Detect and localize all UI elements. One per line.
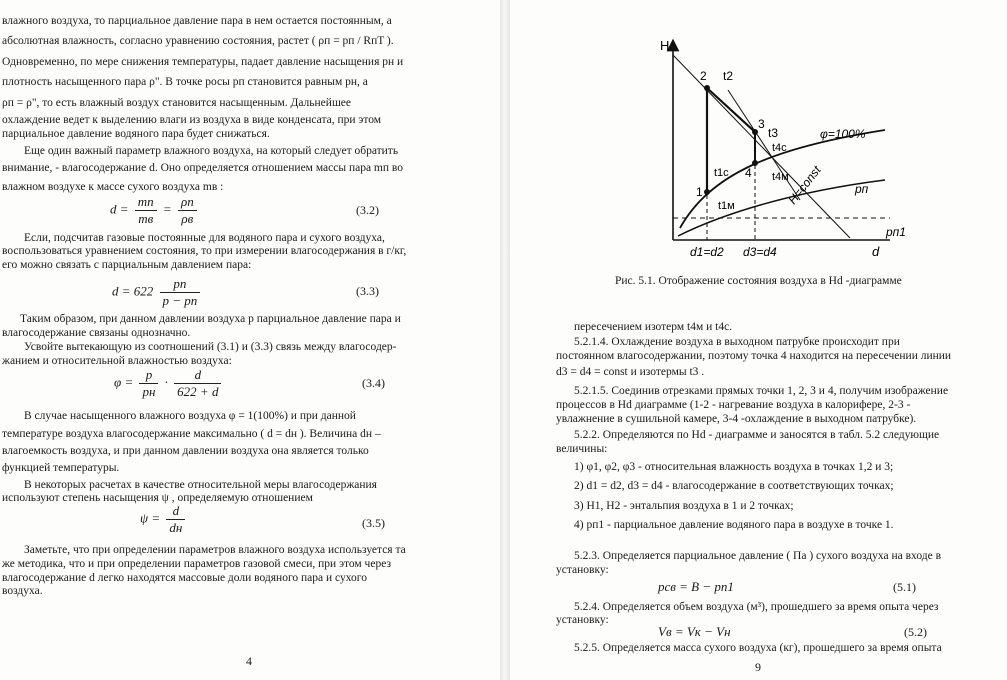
right-page bbox=[510, 0, 1007, 680]
text-line: воспользоваться уравнением состояния, то при измерении влагосодержания в г/кг, bbox=[2, 245, 407, 257]
equation-5-2: Vв = Vк − Vн bbox=[658, 624, 731, 639]
text-line: влагосодержание d легко находятся массовые доли водяного пара и сухого bbox=[2, 572, 367, 584]
book-gutter bbox=[500, 0, 510, 680]
eq-den: mв bbox=[138, 211, 154, 226]
text-line: 5.2.2. Определяются по Hd - диаграмме и заносятся в табл. 5.2 следующие bbox=[574, 429, 940, 441]
text-line: установку: bbox=[556, 564, 609, 576]
text-line: Таким образом, при данном давлении воздуха p парциальное давление пара и bbox=[20, 313, 401, 325]
text-line: установку: bbox=[556, 614, 609, 626]
text-line: парциальное давление водяного пара будет снижаться. bbox=[2, 128, 270, 140]
text-line: Одновременно, по мере снижения температуры, падает давление насыщения pн и bbox=[2, 56, 404, 68]
text-line: внимание, - влагосодержание d. Оно определяется отношением массы пара mп во bbox=[2, 162, 404, 174]
label-t3: t3 bbox=[768, 126, 779, 140]
list-item: 2) d1 = d2, d3 = d4 - влагосодержание в соответствующих точках; bbox=[574, 480, 894, 492]
isenthalpic-line bbox=[728, 90, 800, 200]
text-line: d3 = d4 = const и изотермы t3 . bbox=[556, 366, 705, 378]
text-line: влагосодержание связаны однозначно. bbox=[2, 327, 191, 339]
text-line: Заметьте, что при определении параметров влажного воздуха используется та bbox=[24, 544, 406, 556]
text-line: плотность насыщенного пара ρ". В точке росы pп становится равным pн, а bbox=[2, 76, 368, 88]
equation-number: (5.1) bbox=[893, 580, 916, 594]
label-d1-d2: d1=d2 bbox=[690, 245, 724, 259]
left-page bbox=[0, 0, 500, 680]
label-t2: t2 bbox=[723, 69, 734, 83]
equation-number: (3.2) bbox=[356, 203, 379, 217]
d-axis-label: d bbox=[872, 244, 880, 259]
page-number: 4 bbox=[246, 654, 252, 668]
point-label: 1 bbox=[696, 185, 703, 199]
point-label: 3 bbox=[758, 117, 765, 131]
point-label: 2 bbox=[700, 69, 707, 83]
point-1 bbox=[704, 189, 710, 195]
text-line: используют степень насыщения ψ , определяемую отношением bbox=[2, 492, 313, 504]
text-line: 5.2.5. Определяется масса сухого воздуха (кг), прошедшего за время опыта bbox=[574, 642, 942, 654]
label-t4m: t4м bbox=[772, 171, 789, 183]
text-line: температуре воздуха влагосодержание максимально ( d = dн ). Величина dн – bbox=[2, 428, 381, 440]
text-line: постоянном влагосодержании, поэтому точка 4 находится на пересечении линии bbox=[556, 350, 952, 362]
equation-3-4 bbox=[114, 367, 224, 400]
list-item: 4) pп1 - парциальное давление водяного пара в воздухе в точке 1. bbox=[574, 519, 894, 531]
text-line: В случае насыщенного влажного воздуха φ = 1(100%) и при данной bbox=[24, 410, 356, 422]
label-d3-d4: d3=d4 bbox=[743, 245, 777, 259]
eq-num: d bbox=[174, 367, 221, 384]
eq-num: pп bbox=[160, 276, 201, 293]
label-t1c: t1c bbox=[714, 167, 729, 179]
eq-lhs: d = 622 bbox=[112, 283, 154, 299]
text-line: процессов в Hd диаграмме (1-2 - нагревание воздуха в калорифере, 2-3 - bbox=[556, 399, 911, 411]
text-line: Еще один важный параметр влажного воздуха, на который следует обратить bbox=[24, 145, 399, 157]
page-number: 9 bbox=[755, 660, 761, 674]
eq-num: p bbox=[139, 367, 158, 384]
text-line: воздуха. bbox=[2, 585, 43, 597]
label-pn: pп bbox=[855, 182, 869, 196]
text-line: охлаждение ведет к выделению влаги из воздуха в виде конденсата, при этом bbox=[2, 114, 382, 126]
eq-lhs: φ = bbox=[114, 374, 134, 390]
equation-number: (3.3) bbox=[356, 284, 379, 298]
text-line: абсолютная влажность, согласно уравнению состояния, растет ( ρп = pп / RпT ). bbox=[2, 35, 394, 47]
equation-5-1: pсв = B − pп1 bbox=[658, 579, 734, 594]
label-phi: φ=100% bbox=[820, 127, 866, 141]
point-label: 4 bbox=[745, 166, 752, 180]
label-t4c: t4c bbox=[772, 142, 787, 154]
eq-den: p − pп bbox=[162, 293, 198, 308]
label-pn1: pп1 bbox=[886, 225, 906, 239]
list-item: 1) φ1, φ2, φ3 - относительная влажность воздуха в точках 1,2 и 3; bbox=[574, 461, 894, 473]
equation-number: (3.4) bbox=[362, 376, 385, 390]
text-line: влажного воздуха, то парциальное давление пара в нем остается постоянным, а bbox=[2, 15, 392, 27]
point-4 bbox=[752, 160, 758, 166]
text-line: его можно связать с парциальным давлением пара: bbox=[2, 259, 252, 271]
equation-3-3 bbox=[112, 276, 203, 309]
text-line: 5.2.1.5. Соединив отрезками прямых точки 1, 2, 3 и 4, получим изображение bbox=[574, 385, 949, 397]
eq-num: mп bbox=[135, 194, 157, 211]
text-line: ρп = ρ", то есть влажный воздух становится насыщенным. Дальнейшее bbox=[2, 97, 352, 109]
eq-den: pн bbox=[142, 384, 156, 399]
text-line: увлажнение в сушильной камере, 3-4 -охлаждение в выходном патрубке). bbox=[556, 413, 917, 425]
label-t1m: t1м bbox=[718, 200, 735, 212]
text-line: 5.2.3. Определяется парциальное давление ( Па ) сухого воздуха на входе в bbox=[574, 550, 942, 562]
figure-caption: Рис. 5.1. Отображение состояния воздуха в Hd -диаграмме bbox=[615, 275, 902, 287]
text-line: В некоторых расчетах в качестве относительной меры влагосодержания bbox=[24, 479, 377, 491]
text-line: 5.2.4. Определяется объем воздуха (м³), прошедшего за время опыта через bbox=[574, 601, 939, 613]
text-line: влажном воздухе к массе сухого воздуха mв : bbox=[2, 181, 224, 193]
text-line: Усвойте вытекающую из соотношений (3.1) и (3.3) связь между влагосодер- bbox=[24, 341, 397, 353]
eq-den: 622 + d bbox=[177, 384, 219, 399]
eq-num: d bbox=[166, 503, 185, 520]
h-axis-label: H bbox=[660, 38, 670, 53]
eq-lhs: d = bbox=[110, 201, 129, 217]
text-line: величины: bbox=[556, 443, 608, 455]
text-line: же методика, что и при определении параметров газовой смеси, при этом через bbox=[2, 558, 391, 570]
equation-number: (3.5) bbox=[362, 516, 385, 530]
eq-num: ρп bbox=[178, 194, 197, 211]
text-line: жанием и относительной влажностью воздуха: bbox=[2, 355, 232, 367]
hd-diagram bbox=[510, 0, 1007, 265]
eq-lhs: ψ = bbox=[140, 510, 161, 526]
text-line: влагоемкость воздуха, и при данном давлении воздуха она является только bbox=[2, 445, 369, 457]
list-item: 3) H1, H2 - энтальпия воздуха в 1 и 2 точках; bbox=[574, 500, 794, 512]
eq-den: ρв bbox=[181, 211, 194, 226]
eq-den: dн bbox=[169, 520, 183, 535]
eq-mid: · bbox=[164, 374, 168, 390]
point-2 bbox=[704, 85, 710, 91]
text-line: Если, подсчитав газовые постоянные для водяного пара и сухого воздуха, bbox=[24, 232, 385, 244]
label-h-const: H=const bbox=[785, 163, 824, 207]
eq-mid: = bbox=[162, 201, 172, 217]
text-line: пересечением изотерм t4м и t4с. bbox=[574, 321, 733, 333]
equation-number: (5.2) bbox=[904, 625, 927, 639]
equation-3-2 bbox=[110, 194, 200, 227]
text-line: 5.2.1.4. Охлаждение воздуха в выходном патрубке происходит при bbox=[574, 336, 900, 348]
text-line: функцией температуры. bbox=[2, 462, 120, 474]
equation-3-5 bbox=[140, 503, 188, 536]
partial-pressure-curve bbox=[678, 180, 885, 236]
